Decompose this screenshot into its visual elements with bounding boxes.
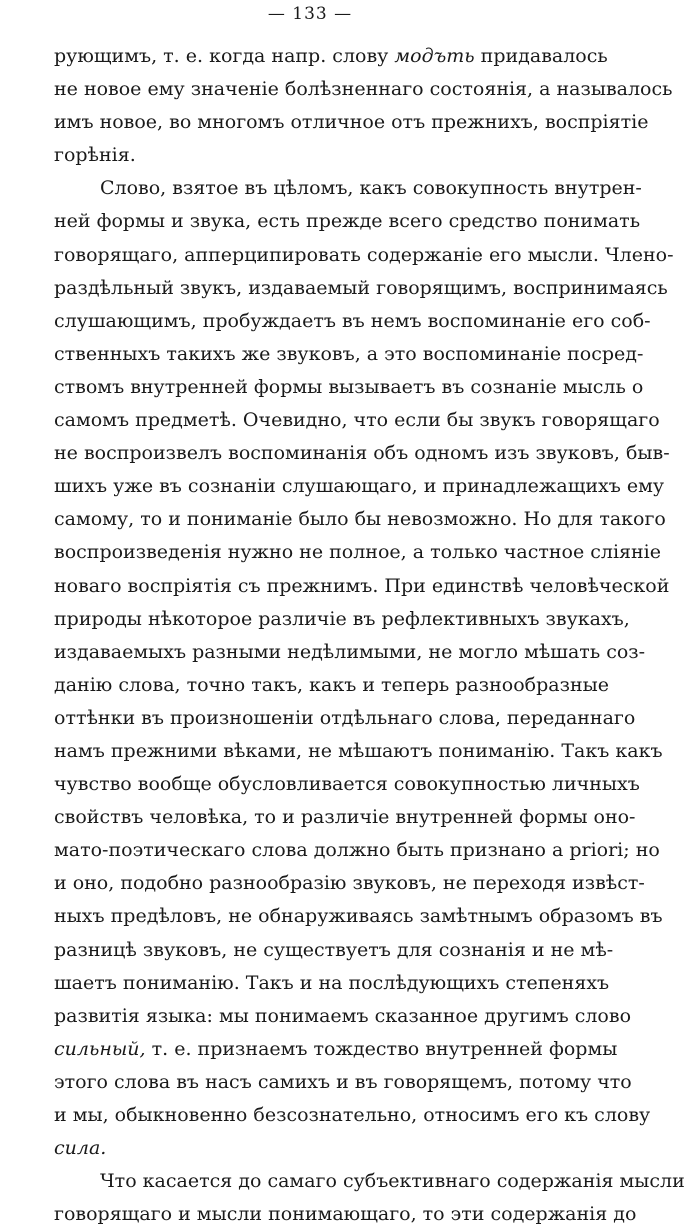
text-line: природы нѣкоторое различіе въ рефлективныхъ звукахъ, <box>54 607 630 630</box>
text-line: горѣнія. <box>54 144 136 167</box>
text-line: ствомъ внутренней формы вызываетъ въ сознаніе мысль о <box>54 375 644 398</box>
text-line <box>54 1132 596 1165</box>
text-line: мато-поэтическаго слова должно быть признано a priori; но <box>54 839 660 862</box>
body-text <box>54 40 685 1231</box>
text-line: издаваемыхъ разными недѣлимыми, не могло мѣшать соз- <box>54 640 646 663</box>
text-line: развитія языка: мы понимаемъ сказанное другимъ слово <box>54 1004 632 1027</box>
italic-term: сильный, <box>54 1037 146 1060</box>
text-line: ныхъ предѣловъ, не обнаруживаясь замѣтнымъ образомъ въ <box>54 905 663 928</box>
text-line: говорящаго и мысли понимающаго, то эти содержанія до <box>54 1203 637 1226</box>
text-line: новаго воспріятія съ прежнимъ. При единствѣ человѣческой <box>54 574 670 597</box>
text-line: намъ прежними вѣками, не мѣшаютъ пониманію. Такъ какъ <box>54 739 663 762</box>
text-line: воспроизведенія нужно не полное, а только частное сліяніе <box>54 541 661 564</box>
paragraph-3 <box>54 1165 685 1231</box>
text-line: данію слова, точно такъ, какъ и теперь разнообразные <box>54 673 609 696</box>
text-line: не новое ему значеніе болѣзненнаго состоянія, а называлось <box>54 78 673 101</box>
paragraph-2 <box>54 172 674 1165</box>
text-line: самому, то и пониманіе было бы невозможно. Но для такого <box>54 508 666 531</box>
text-line: и оно, подобно разнообразію звуковъ, не переходя извѣст- <box>54 872 645 895</box>
text-line: Что касается до самаго субъективнаго содержанія мысли <box>100 1170 685 1193</box>
text-line: шихъ уже въ сознаніи слушающаго, и принадлежащихъ ему <box>54 475 665 498</box>
text-line: раздѣльный звукъ, издаваемый говорящимъ, воспринимаясь <box>54 276 668 299</box>
text-line: говорящаго, апперципировать содержаніе его мысли. Члено- <box>54 243 674 266</box>
text-line: разницѣ звуковъ, не существуетъ для сознанія и не мѣ- <box>54 938 614 961</box>
text-line: сильный, т. е. признаемъ тождество внутренней формы <box>54 1037 618 1060</box>
text-line: ственныхъ такихъ же звуковъ, а это воспоминаніе посред- <box>54 342 644 365</box>
text-line: и мы, обыкновенно безсознательно, относимъ его къ слову <box>54 1104 651 1126</box>
text-line: ней формы и звука, есть прежде всего средство понимать <box>54 210 641 233</box>
text-line: Слово, взятое въ цѣломъ, какъ совокупность внутрен- <box>100 177 642 200</box>
paragraph-1 <box>54 40 673 172</box>
text-line: не воспроизвелъ воспоминанія объ одномъ изъ звуковъ, быв- <box>54 442 670 465</box>
text-line: свойствъ человѣка, то и различіе внутренней формы оно- <box>54 806 636 829</box>
text-line: слушающимъ, пробуждаетъ въ немъ воспоминаніе его соб- <box>54 309 651 332</box>
text-line: чувство вообще обусловливается совокупностью личныхъ <box>54 773 640 796</box>
italic-term: модъть <box>394 45 475 67</box>
text-line: оттѣнки въ произношеніи отдѣльнаго слова, переданнаго <box>54 706 636 729</box>
text-line: шаетъ пониманію. Такъ и на послѣдующихъ степеняхъ <box>54 971 610 994</box>
italic-term: сила. <box>54 1137 107 1160</box>
page-number: — 133 — <box>267 4 353 24</box>
text-line: этого слова въ насъ самихъ и въ говорящемъ, потому что <box>54 1070 632 1093</box>
text-line: имъ новое, во многомъ отличное отъ прежнихъ, воспріятіе <box>54 111 649 134</box>
text-line: рующимъ, т. е. когда напр. слову модъть придавалось <box>54 45 608 67</box>
text-line: самомъ предметѣ. Очевидно, что если бы звукъ говорящаго <box>54 409 660 432</box>
